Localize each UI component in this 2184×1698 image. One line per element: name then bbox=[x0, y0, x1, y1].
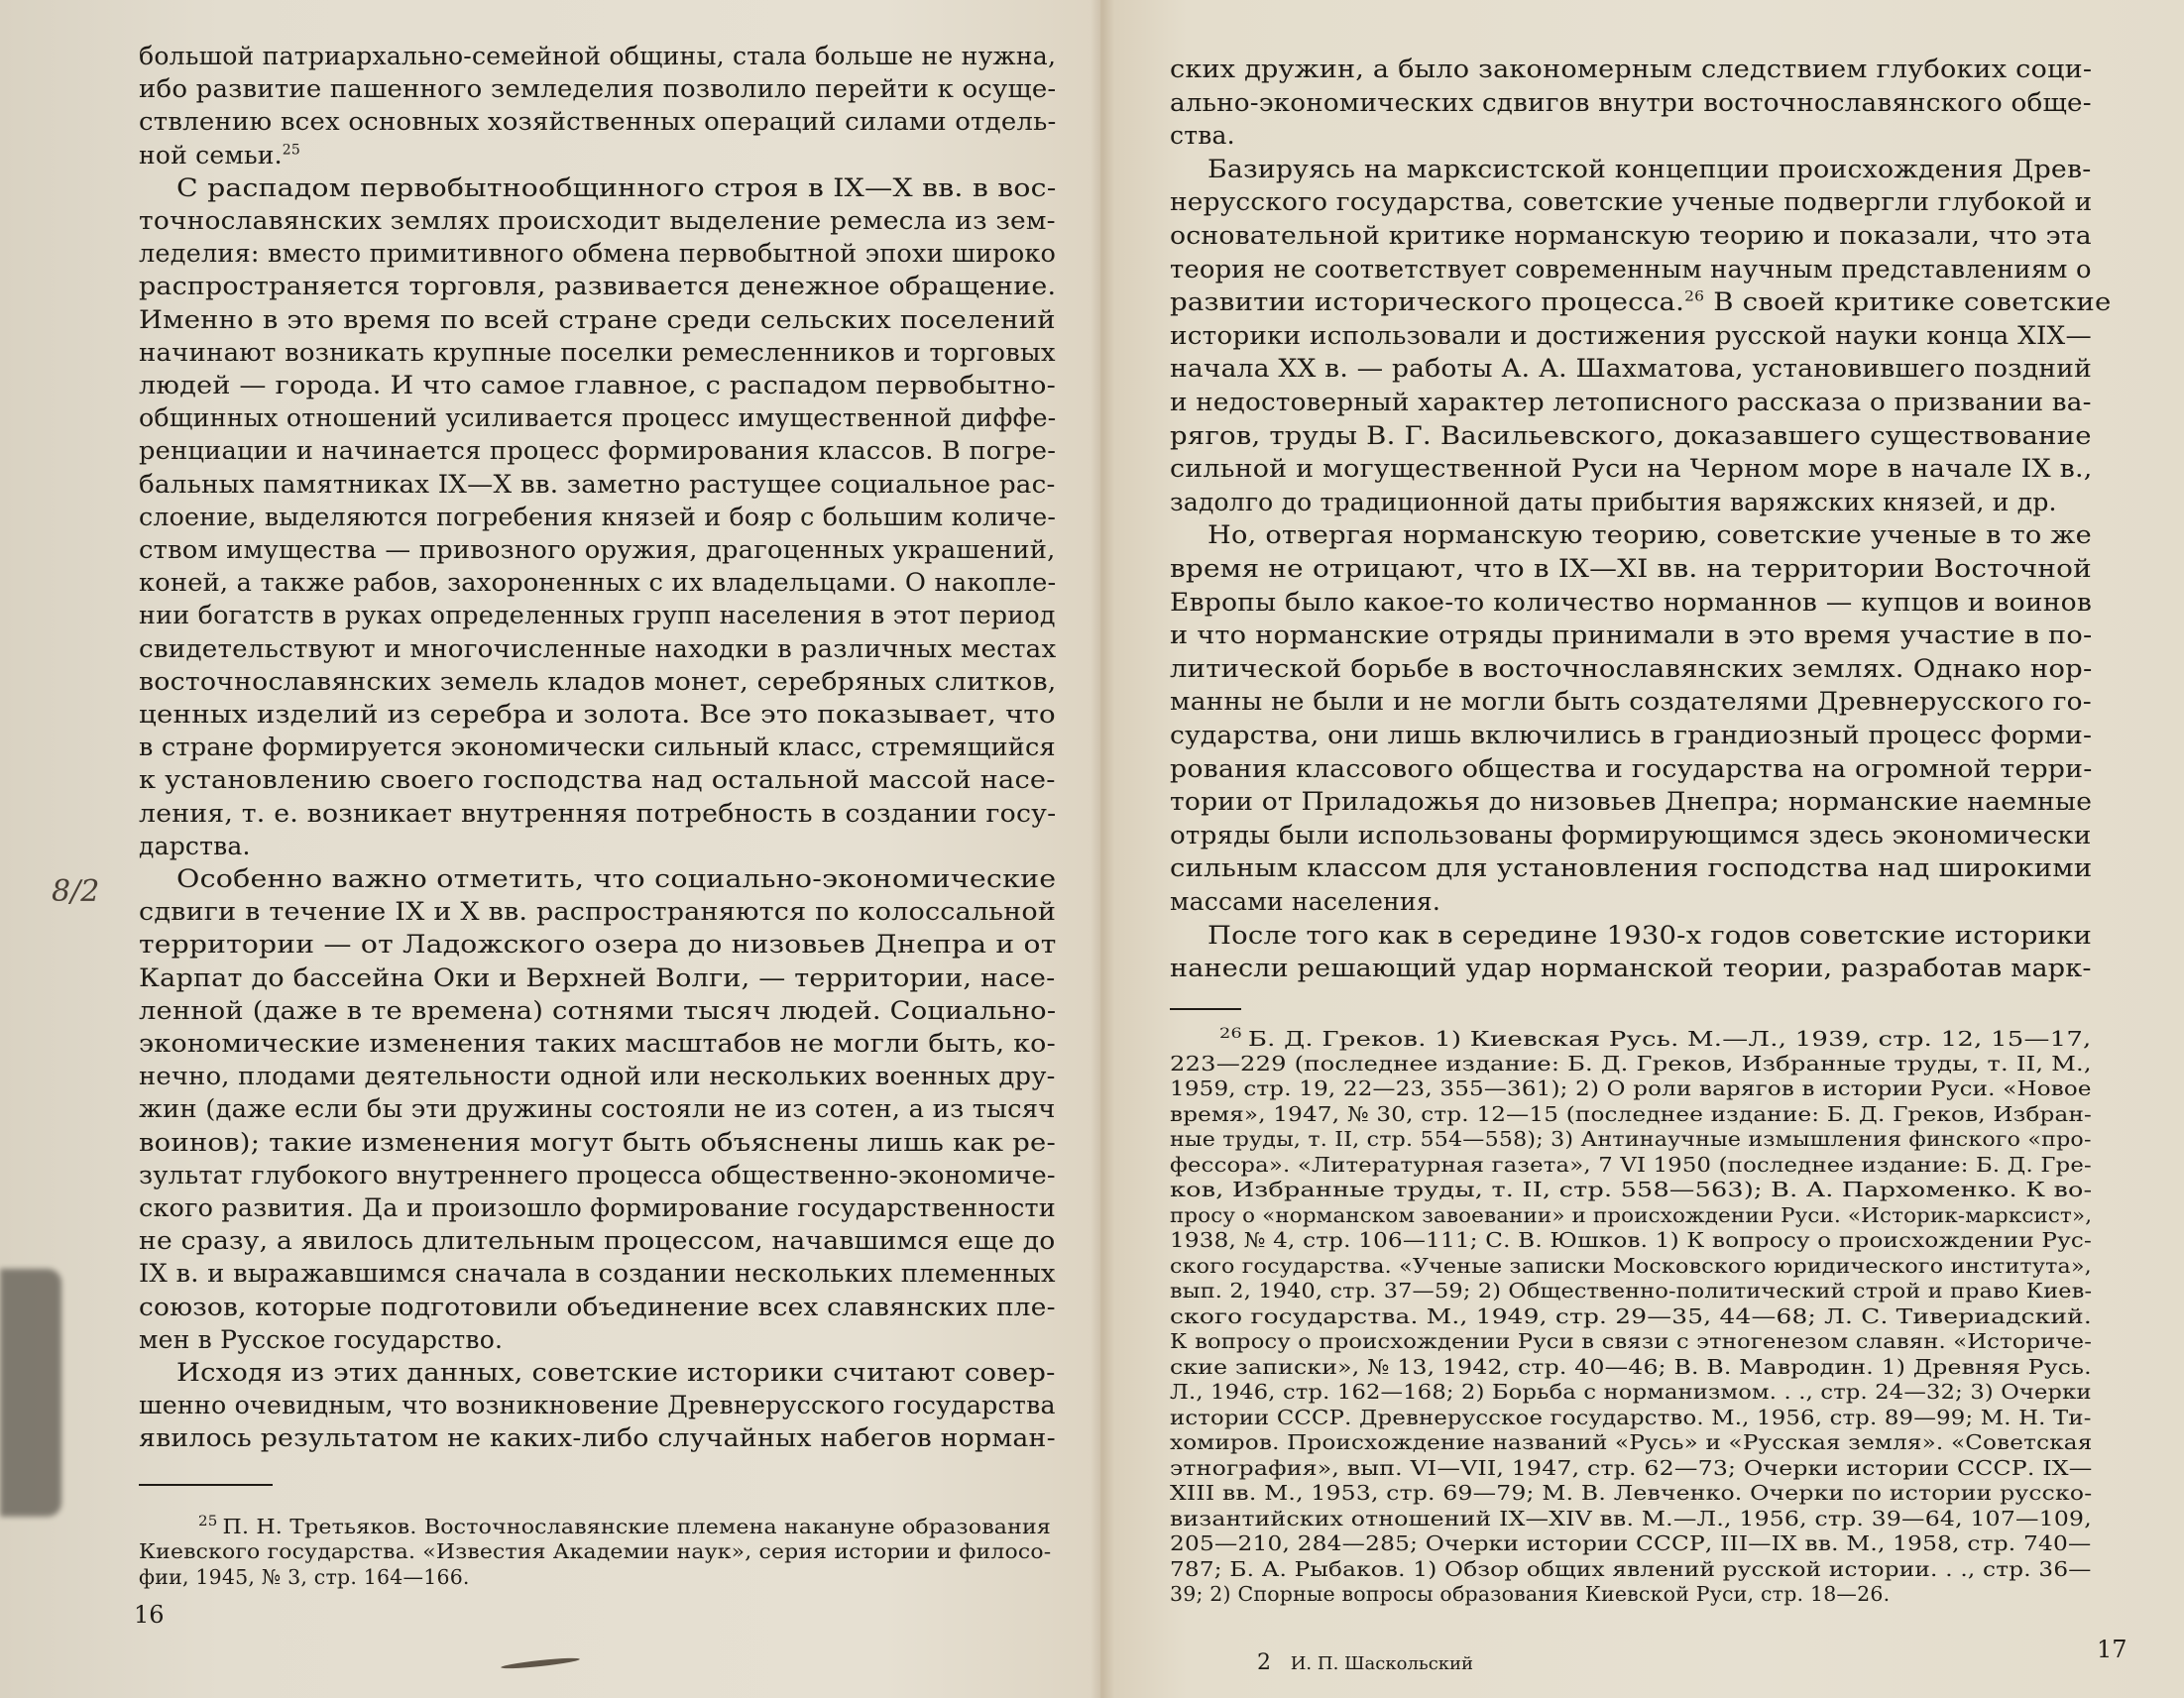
body-line: ценных изделий из серебра и золота. Все это показывает, что bbox=[139, 700, 1056, 729]
body-line: воинов); такие изменения могут быть объяснены лишь как ре- bbox=[139, 1127, 1056, 1157]
body-line: время не отрицают, что в IX—XI вв. на территории Восточной bbox=[1170, 554, 2092, 583]
body-line: жин (даже если бы эти дружины состояли не из сотен, а из тысяч bbox=[139, 1094, 1056, 1124]
body-line: Исходя из этих данных, советские историки считают совер- bbox=[176, 1358, 1056, 1387]
body-line: мен в Русское государство. bbox=[139, 1324, 504, 1354]
body-line: бальных памятниках IX—X вв. заметно растущее социальное рас- bbox=[139, 469, 1056, 499]
body-line: развитии исторического процесса.$^{26}$ В своей критике советские bbox=[1170, 287, 2112, 317]
body-line: нерусского государства, советские ученые подвергли глубокой и bbox=[1170, 187, 2093, 217]
body-line: ления, т. е. возникает внутренняя потребность в создании госу- bbox=[139, 798, 1057, 828]
footnote-divider-left bbox=[139, 1484, 273, 1486]
body-line: ского развития. Да и произошло формирование государственности bbox=[139, 1193, 1056, 1222]
body-line: сильной и могущественной Руси на Черном море в начале IX в., bbox=[1170, 454, 2093, 484]
footnote-line: $^{26}$ Б. Д. Греков. 1) Киевская Русь. М.—Л., 1939, стр. 12, 15—17, bbox=[1219, 1026, 2092, 1051]
body-line: После того как в середине 1930-х годов советские историки bbox=[1207, 920, 2093, 950]
body-line: нечно, плодами деятельности одной или нескольких военных дру- bbox=[139, 1062, 1056, 1091]
body-line: сдвиги в течение IX и X вв. распространяются по колоссальной bbox=[139, 897, 1057, 927]
body-line: Европы было какое-то количество норманнов — купцов и воинов bbox=[1170, 587, 2092, 617]
body-line: Именно в это время по всей стране среди сельских поселений bbox=[139, 304, 1056, 334]
body-line: ной семьи.$^{25}$ bbox=[139, 140, 301, 170]
body-line: сильным классом для установления господства над широкими bbox=[1170, 853, 2093, 883]
body-line: союзов, которые подготовили объединение всех славянских пле- bbox=[139, 1292, 1056, 1321]
page-number-right: 17 bbox=[2097, 1636, 2127, 1663]
footnote-line: 205—210, 284—285; Очерки истории СССР, III—IX вв. М., 1958, стр. 740— bbox=[1170, 1531, 2092, 1555]
body-line: массами населения. bbox=[1170, 887, 1440, 916]
footnote-line: византийских отношений IX—XIV вв. М.—Л., 1956, стр. 39—64, 107—109, bbox=[1170, 1506, 2092, 1530]
body-line: экономические изменения таких масштабов не могли быть, ко- bbox=[139, 1029, 1056, 1058]
footnote-number: 25 bbox=[198, 1514, 223, 1529]
body-line: начала XX в. — работы А. А. Шахматова, установившего поздний bbox=[1170, 354, 2093, 384]
footnote-line: XIII вв. М., 1953, стр. 69—79; М. В. Левченко. Очерки по истории русско- bbox=[1170, 1481, 2093, 1505]
footnote-divider-right bbox=[1170, 1008, 1241, 1010]
footnote-ref[interactable]: 25 bbox=[282, 142, 301, 159]
footnote-line: 39; 2) Спорные вопросы образования Киевской Руси, стр. 18—26. bbox=[1170, 1582, 1891, 1606]
body-line: большой патриархально-семейной общины, стала больше не нужна, bbox=[139, 42, 1057, 70]
ink-smudge bbox=[501, 1656, 580, 1670]
body-line: ленной (даже в те времена) сотнями тысяч людей. Социально- bbox=[139, 995, 1057, 1025]
body-line: в стране формируется экономически сильный класс, стремящийся bbox=[139, 733, 1056, 762]
body-line: не сразу, а явилось длительным процессом, начавшимся еще до bbox=[139, 1226, 1056, 1256]
body-line: сударства, они лишь включились в грандиозный процесс форми- bbox=[1170, 721, 2093, 749]
body-line: слоение, выделяются погребения князей и бояр с большим количе- bbox=[139, 502, 1057, 531]
body-line: и недостоверный характер летописного рассказа о призвании ва- bbox=[1170, 388, 2092, 416]
body-line: распространяется торговля, развивается денежное обращение. bbox=[139, 272, 1057, 301]
right-page bbox=[1100, 0, 2184, 1698]
footnote-line: фессора». «Литературная газета», 7 VI 1950 (последнее издание: Б. Д. Гре- bbox=[1170, 1152, 2092, 1177]
body-line: Но, отвергая норманскую теорию, советские ученые в то же bbox=[1207, 520, 2092, 550]
body-line: ством имущества — привозного оружия, драгоценных украшений, bbox=[139, 535, 1056, 564]
footnote-line: 787; Б. А. Рыбаков. 1) Обзор общих явлений русской истории. . ., стр. 36— bbox=[1170, 1556, 2092, 1581]
body-line: точнославянских землях происходит выделение ремесла из зем- bbox=[139, 206, 1056, 235]
footnote-number: 26 bbox=[1219, 1026, 1248, 1042]
body-line: ренциации и начинается процесс формирования классов. В погре- bbox=[139, 436, 1057, 466]
body-line: к установлению своего господства над остальной массой насе- bbox=[139, 765, 1056, 795]
footnote-line: вып. 2, 1940, стр. 37—59; 2) Общественно-политический строй и право Киев- bbox=[1170, 1279, 2093, 1302]
body-line: начинают возникать крупные поселки ремесленников и торговых bbox=[139, 337, 1056, 367]
body-line: нии богатств в руках определенных групп населения в этот период bbox=[139, 601, 1056, 630]
body-line: ства. bbox=[1170, 121, 1235, 151]
body-line: историки использовали и достижения русской науки конца XIX— bbox=[1170, 320, 2092, 350]
footnote-line: 223—229 (последнее издание: Б. Д. Греков, Избранные труды, т. II, М., bbox=[1170, 1051, 2092, 1075]
body-line: рования классового общества и государства на огромной терри- bbox=[1170, 753, 2093, 783]
body-line: IX в. и выражавшимся сначала в создании нескольких племенных bbox=[139, 1259, 1056, 1289]
footnote-line: этнография», вып. VI—VII, 1947, стр. 62—73; Очерки истории СССР. IX— bbox=[1170, 1455, 2093, 1480]
body-line: манны не были и не могли быть создателями Древнерусского го- bbox=[1170, 687, 2092, 717]
body-line: основательной критике норманскую теорию и показали, что эта bbox=[1170, 221, 2092, 250]
footnote-line: фии, 1945, № 3, стр. 164—166. bbox=[139, 1565, 470, 1589]
body-line: ствлению всех основных хозяйственных операций силами отдель- bbox=[139, 107, 1057, 137]
body-line: литической борьбе в восточнославянских землях. Однако нор- bbox=[1170, 653, 2093, 683]
footnote-line: $^{25}$ П. Н. Третьяков. Восточнославянские племена накануне образования bbox=[198, 1514, 1052, 1538]
body-line: дарства. bbox=[139, 831, 251, 860]
footnote-line: время», 1947, № 30, стр. 12—15 (последнее издание: Б. Д. Греков, Избран- bbox=[1170, 1101, 2093, 1126]
signature-number: 2 bbox=[1257, 1650, 1271, 1675]
body-line: явилось результатом не каких-либо случайных набегов норман- bbox=[139, 1423, 1056, 1453]
footnote-line: 1938, № 4, стр. 106—111; С. В. Юшков. 1) К вопросу о происхождении Рус- bbox=[1170, 1228, 2093, 1252]
handwritten-margin-note: 8/2 bbox=[52, 874, 100, 909]
footnote-line: ков, Избранные труды, т. II, стр. 558—563); В. А. Пархоменко. К во- bbox=[1170, 1178, 2093, 1201]
body-line: территории — от Ладожского озера до низовьев Днепра и от bbox=[139, 930, 1057, 960]
body-line: Базируясь на марксистской концепции происхождения Древ- bbox=[1207, 154, 2092, 183]
body-line: теория не соответствует современным научным представлениям о bbox=[1170, 254, 2092, 283]
body-line: зультат глубокого внутреннего процесса общественно-экономиче- bbox=[139, 1160, 1056, 1189]
body-line: коней, а также рабов, захороненных с их владельцами. О накопле- bbox=[139, 568, 1057, 598]
body-line: восточнославянских земель кладов монет, серебряных слитков, bbox=[139, 666, 1057, 696]
body-line: ибо развитие пашенного земледелия позволило перейти к осуще- bbox=[139, 74, 1057, 104]
body-line: отряды были использованы формирующимся здесь экономически bbox=[1170, 820, 2092, 849]
body-line: леделия: вместо примитивного обмена первобытной эпохи широко bbox=[139, 239, 1057, 269]
body-line: ских дружин, а было закономерным следствием глубоких соци- bbox=[1170, 55, 2093, 83]
body-line: шенно очевидным, что возникновение Древнерусского государства bbox=[139, 1391, 1056, 1420]
signature-mark bbox=[1257, 1650, 1473, 1675]
footnote-line: ные труды, т. II, стр. 554—558); 3) Антинаучные измышления финского «про- bbox=[1170, 1127, 2092, 1151]
body-line: С распадом первобытнообщинного строя в IX—X вв. в вос- bbox=[176, 172, 1057, 202]
signature-author: И. П. Шаскольский bbox=[1290, 1653, 1474, 1674]
footnote-line: просу о «норманском завоевании» и происхождении Руси. «Историк-марксист», bbox=[1170, 1202, 2093, 1227]
body-line: нанесли решающий удар норманской теории, разработав марк- bbox=[1170, 954, 2092, 983]
footnote-line: Л., 1946, стр. 162—168; 2) Борьба с норманизмом. . ., стр. 24—32; 3) Очерки bbox=[1170, 1380, 2092, 1404]
body-line: тории от Приладожья до низовьев Днепра; норманские наемные bbox=[1170, 787, 2093, 817]
footnote-line: ского государства. М., 1949, стр. 29—35, 44—68; Л. С. Тивериадский. bbox=[1170, 1303, 2092, 1328]
body-line: и что норманские отряды принимали в это время участие в по- bbox=[1170, 621, 2093, 650]
footnote-line: 1959, стр. 19, 22—23, 355—361); 2) О роли варягов в истории Руси. «Новое bbox=[1170, 1076, 2092, 1100]
footnote-line: Киевского государства. «Известия Академии наук», серия истории и филосо- bbox=[139, 1539, 1052, 1563]
body-line: свидетельствуют и многочисленные находки в различных местах bbox=[139, 633, 1057, 663]
footnote-line: хомиров. Происхождение названий «Русь» и «Русская земля». «Советская bbox=[1170, 1430, 2093, 1454]
page-number-left: 16 bbox=[134, 1601, 165, 1629]
body-line: задолго до традиционной даты прибытия варяжских князей, и др. bbox=[1170, 487, 2057, 516]
footnote-ref[interactable]: 26 bbox=[1684, 288, 1705, 305]
body-line: Карпат до бассейна Оки и Верхней Волги, — территории, насе- bbox=[139, 962, 1056, 992]
body-line: ально-экономических сдвигов внутри восточнославянского обще- bbox=[1170, 87, 2092, 117]
book-gutter bbox=[1091, 0, 1114, 1698]
body-line: людей — города. И что самое главное, с распадом первобытно- bbox=[139, 371, 1056, 399]
footnote-line: К вопросу о происхождении Руси в связи с этногенезом славян. «Историче- bbox=[1170, 1329, 2093, 1353]
thumb-shadow bbox=[0, 1269, 61, 1517]
footnote-line: ского государства. «Ученые записки Московского юридического института», bbox=[1170, 1253, 2092, 1278]
body-line: рягов, труды В. Г. Васильевского, доказавшего существование bbox=[1170, 420, 2092, 450]
body-line: общинных отношений усиливается процесс имущественной диффе- bbox=[139, 403, 1057, 433]
footnote-line: истории СССР. Древнерусское государство. М., 1956, стр. 89—99; М. Н. Ти- bbox=[1170, 1405, 2092, 1429]
footnote-line: ские записки», № 13, 1942, стр. 40—46; В. В. Мавродин. 1) Древняя Русь. bbox=[1170, 1354, 2092, 1379]
body-line: Особенно важно отметить, что социально-экономические bbox=[176, 864, 1057, 893]
